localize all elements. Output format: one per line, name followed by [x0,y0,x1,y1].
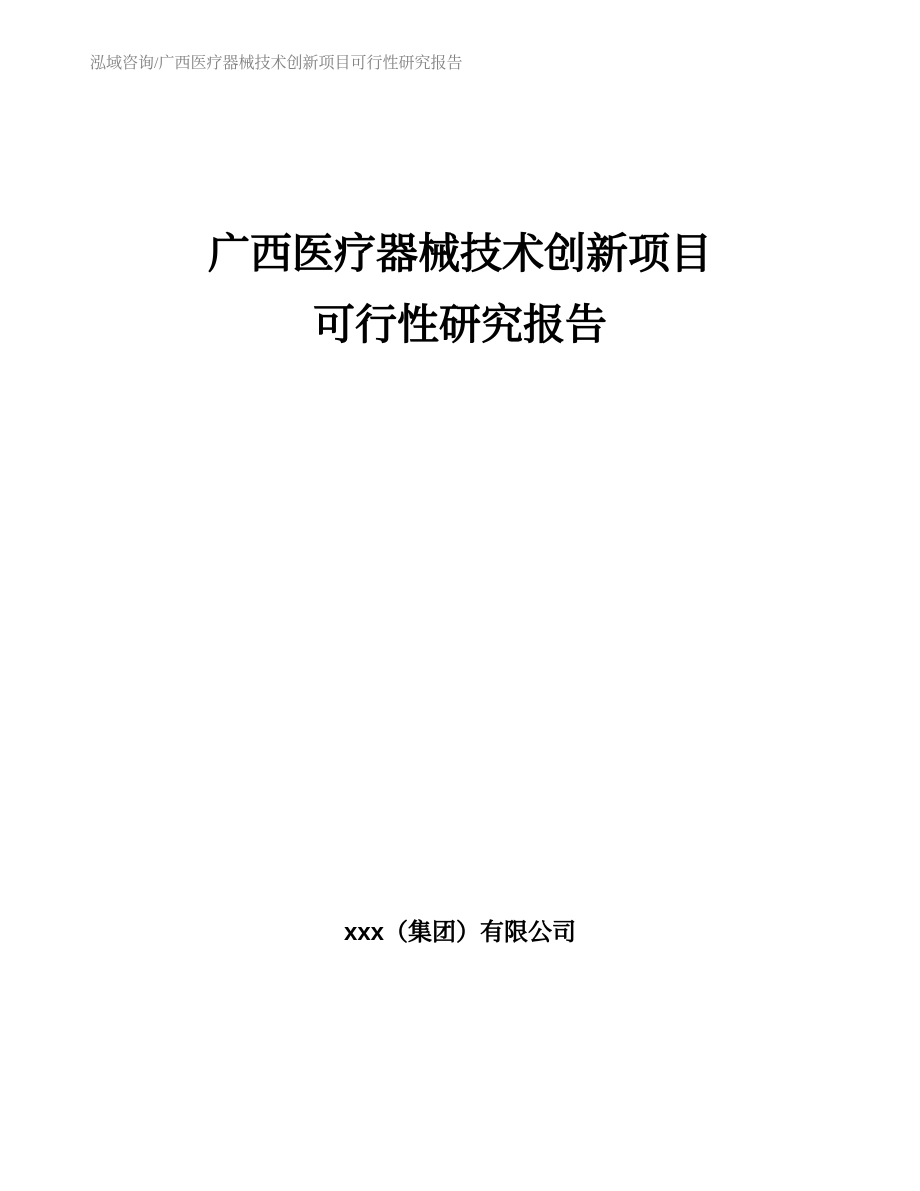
report-title [0,218,920,360]
document-header-text: 泓域咨询/广西医疗器械技术创新项目可行性研究报告 [90,55,463,72]
report-title-line-2: 可行性研究报告 [312,301,607,348]
company-name: xxx（集团）有限公司 [343,919,577,946]
report-title-line-1: 广西医疗器械技术创新项目 [207,230,712,277]
